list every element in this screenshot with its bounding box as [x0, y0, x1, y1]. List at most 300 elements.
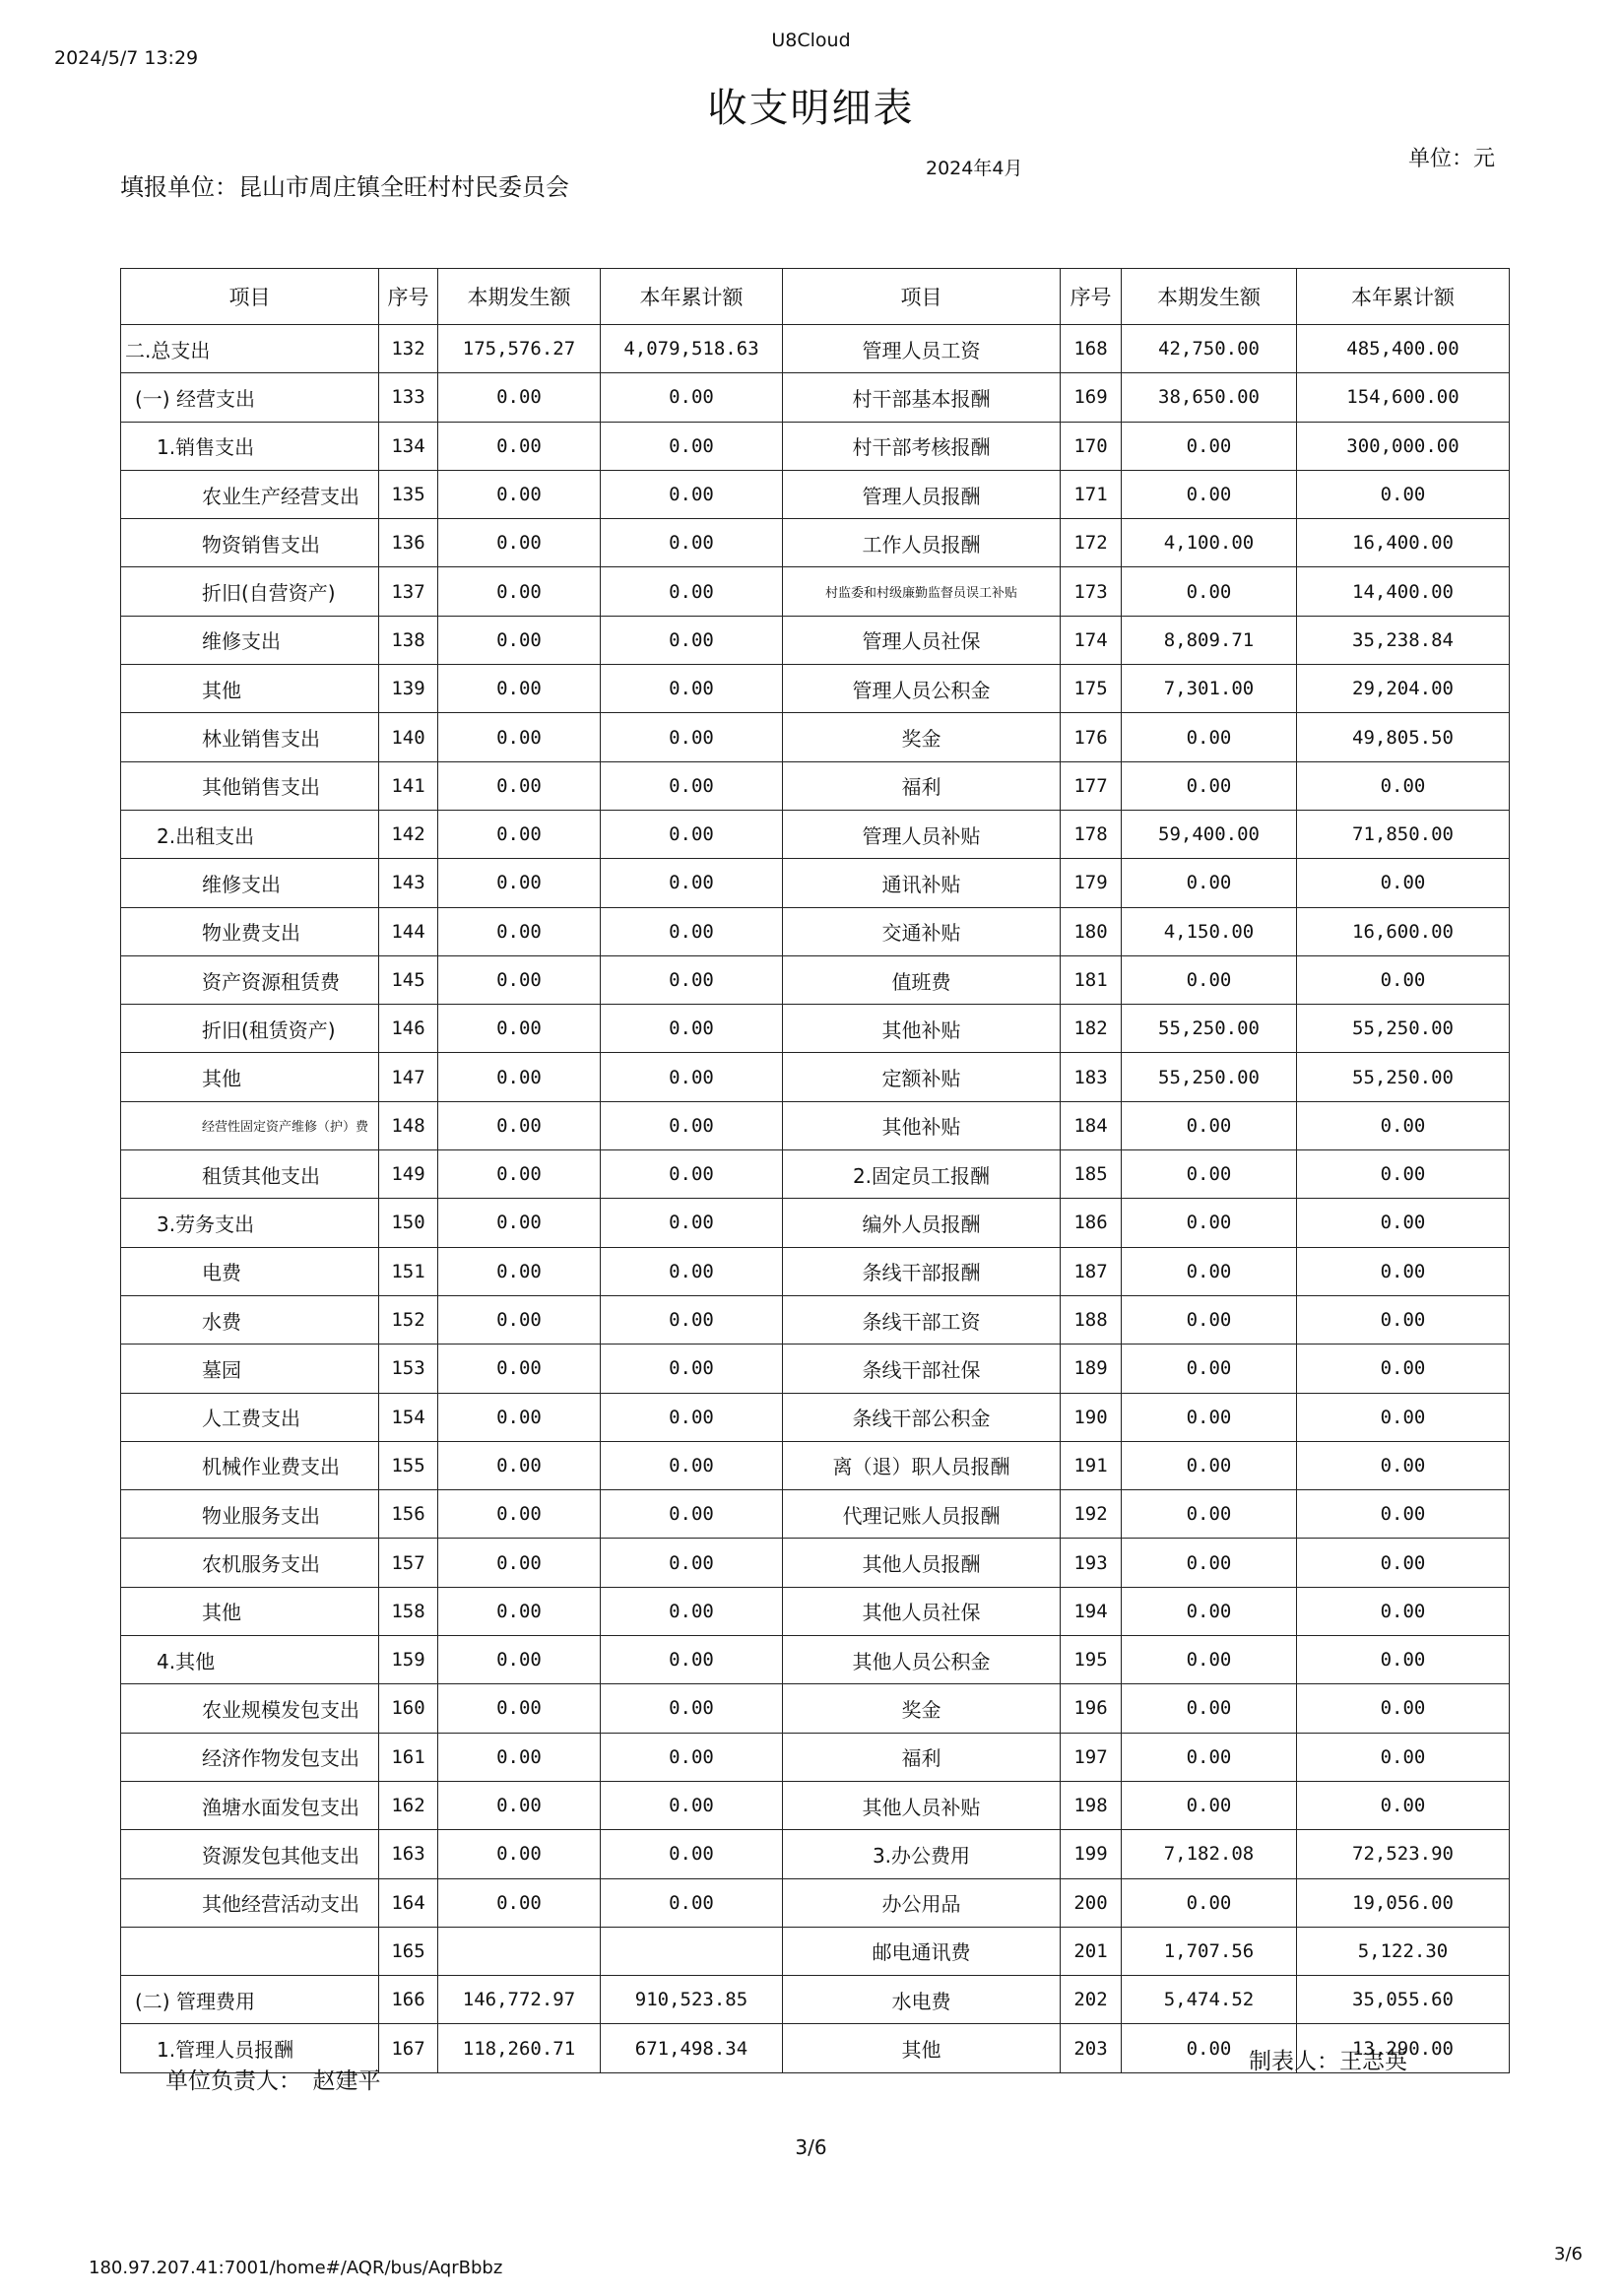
cell-ytd-right: 300,000.00	[1297, 422, 1510, 470]
cell-ytd-left: 0.00	[601, 1733, 783, 1781]
table-row	[121, 1927, 1510, 1975]
cell-item-right: 其他人员社保	[783, 1587, 1061, 1635]
cell-item-right: 通讯补贴	[783, 859, 1061, 907]
table-row	[121, 616, 1510, 664]
cell-seq-left: 136	[379, 519, 438, 567]
cell-ytd-left: 0.00	[601, 907, 783, 955]
cell-current-right: 59,400.00	[1122, 810, 1297, 858]
cell-item-left: 其他	[121, 665, 379, 713]
cell-ytd-left: 0.00	[601, 1684, 783, 1733]
cell-seq-right: 181	[1061, 955, 1122, 1004]
cell-current-left: 0.00	[438, 1005, 601, 1053]
cell-item-right: 奖金	[783, 1684, 1061, 1733]
cell-seq-right: 184	[1061, 1101, 1122, 1149]
table-row	[121, 665, 1510, 713]
cell-seq-right: 169	[1061, 373, 1122, 422]
cell-seq-left: 150	[379, 1199, 438, 1247]
cell-current-left: 0.00	[438, 713, 601, 761]
cell-item-left: 农业生产经营支出	[121, 470, 379, 518]
cell-current-right: 0.00	[1122, 761, 1297, 810]
cell-ytd-right: 485,400.00	[1297, 325, 1510, 373]
cell-ytd-left: 0.00	[601, 422, 783, 470]
table-row	[121, 1150, 1510, 1199]
cell-ytd-right: 0.00	[1297, 955, 1510, 1004]
cell-seq-left: 134	[379, 422, 438, 470]
table-row	[121, 1636, 1510, 1684]
cell-seq-left: 147	[379, 1053, 438, 1101]
cell-seq-left: 144	[379, 907, 438, 955]
table-row	[121, 1199, 1510, 1247]
cell-item-right: 福利	[783, 761, 1061, 810]
cell-ytd-right: 55,250.00	[1297, 1053, 1510, 1101]
cell-item-left: 林业销售支出	[121, 713, 379, 761]
cell-ytd-left: 0.00	[601, 1199, 783, 1247]
cell-current-left: 0.00	[438, 665, 601, 713]
cell-item-right: 奖金	[783, 713, 1061, 761]
cell-item-right: 管理人员工资	[783, 325, 1061, 373]
cell-item-left: 农业规模发包支出	[121, 1684, 379, 1733]
cell-seq-left: 141	[379, 761, 438, 810]
cell-seq-right: 192	[1061, 1490, 1122, 1539]
cell-seq-right: 187	[1061, 1247, 1122, 1295]
cell-ytd-right: 35,055.60	[1297, 1976, 1510, 2024]
cell-current-left: 0.00	[438, 1393, 601, 1441]
table-row	[121, 1005, 1510, 1053]
table-header-row	[121, 269, 1510, 325]
cell-current-right: 38,650.00	[1122, 373, 1297, 422]
cell-item-right: 编外人员报酬	[783, 1199, 1061, 1247]
cell-seq-left: 165	[379, 1927, 438, 1975]
cell-item-left: 其他	[121, 1053, 379, 1101]
cell-ytd-right: 5,122.30	[1297, 1927, 1510, 1975]
reporting-unit: 填报单位：昆山市周庄镇全旺村村民委员会	[120, 173, 569, 201]
cell-item-right: 管理人员公积金	[783, 665, 1061, 713]
cell-item-left: 3.劳务支出	[121, 1199, 379, 1247]
table-row	[121, 373, 1510, 422]
cell-current-right: 0.00	[1122, 1247, 1297, 1295]
cell-item-right: 其他补贴	[783, 1005, 1061, 1053]
table-row	[121, 325, 1510, 373]
cell-current-right: 1,707.56	[1122, 1927, 1297, 1975]
page-number: 3/6	[795, 2135, 827, 2159]
cell-item-left: 经营性固定资产维修（护）费	[121, 1101, 379, 1149]
cell-seq-right: 170	[1061, 422, 1122, 470]
cell-ytd-left: 0.00	[601, 1393, 783, 1441]
cell-current-left: 0.00	[438, 1345, 601, 1393]
cell-ytd-right: 0.00	[1297, 1199, 1510, 1247]
cell-ytd-right: 19,056.00	[1297, 1878, 1510, 1927]
cell-ytd-left: 0.00	[601, 470, 783, 518]
cell-current-right: 0.00	[1122, 713, 1297, 761]
cell-ytd-right: 0.00	[1297, 1684, 1510, 1733]
cell-current-left: 0.00	[438, 373, 601, 422]
cell-ytd-left: 0.00	[601, 1490, 783, 1539]
cell-seq-left: 149	[379, 1150, 438, 1199]
cell-ytd-left: 0.00	[601, 713, 783, 761]
cell-current-right: 0.00	[1122, 2024, 1297, 2072]
cell-item-right: 其他	[783, 2024, 1061, 2072]
cell-ytd-right: 0.00	[1297, 1150, 1510, 1199]
cell-ytd-right: 0.00	[1297, 1587, 1510, 1635]
income-expense-table	[120, 268, 1510, 2073]
cell-ytd-right: 16,600.00	[1297, 907, 1510, 955]
cell-ytd-left: 0.00	[601, 519, 783, 567]
cell-item-right: 条线干部工资	[783, 1295, 1061, 1344]
table-row	[121, 1490, 1510, 1539]
cell-current-left: 0.00	[438, 907, 601, 955]
cell-current-right: 0.00	[1122, 1101, 1297, 1149]
cell-item-left: 其他销售支出	[121, 761, 379, 810]
cell-item-left: 农机服务支出	[121, 1539, 379, 1587]
table-row	[121, 810, 1510, 858]
col-header-ytd: 本年累计额	[601, 269, 783, 325]
cell-item-right: 其他人员补贴	[783, 1781, 1061, 1829]
print-timestamp: 2024/5/7 13:29	[54, 47, 199, 69]
cell-item-left: 渔塘水面发包支出	[121, 1781, 379, 1829]
cell-seq-left: 145	[379, 955, 438, 1004]
cell-seq-left: 142	[379, 810, 438, 858]
cell-item-right: 条线干部社保	[783, 1345, 1061, 1393]
cell-item-right: 3.办公费用	[783, 1830, 1061, 1878]
cell-ytd-left: 671,498.34	[601, 2024, 783, 2072]
cell-seq-left: 153	[379, 1345, 438, 1393]
cell-seq-left: 135	[379, 470, 438, 518]
cell-seq-left: 140	[379, 713, 438, 761]
cell-item-right: 水电费	[783, 1976, 1061, 2024]
cell-current-left: 0.00	[438, 955, 601, 1004]
cell-current-right: 0.00	[1122, 1150, 1297, 1199]
cell-item-right: 管理人员社保	[783, 616, 1061, 664]
cell-ytd-left: 0.00	[601, 1295, 783, 1344]
cell-ytd-right: 0.00	[1297, 1345, 1510, 1393]
cell-item-left: 2.出租支出	[121, 810, 379, 858]
cell-ytd-right: 13,290.00	[1297, 2024, 1510, 2072]
cell-current-right: 0.00	[1122, 1490, 1297, 1539]
table-row	[121, 470, 1510, 518]
cell-item-right: 其他人员报酬	[783, 1539, 1061, 1587]
cell-seq-right: 189	[1061, 1345, 1122, 1393]
col-header-current-right: 本期发生额	[1122, 269, 1297, 325]
unit-responsible: 单位负责人： 赵建平	[165, 2068, 381, 2094]
cell-seq-left: 164	[379, 1878, 438, 1927]
cell-current-left: 0.00	[438, 1830, 601, 1878]
cell-seq-left: 154	[379, 1393, 438, 1441]
cell-seq-left: 151	[379, 1247, 438, 1295]
cell-current-left: 118,260.71	[438, 2024, 601, 2072]
cell-seq-left: 138	[379, 616, 438, 664]
cell-ytd-left: 0.00	[601, 1830, 783, 1878]
cell-item-right: 条线干部公积金	[783, 1393, 1061, 1441]
cell-seq-right: 197	[1061, 1733, 1122, 1781]
cell-ytd-left: 4,079,518.63	[601, 325, 783, 373]
cell-ytd-right: 0.00	[1297, 470, 1510, 518]
table-row	[121, 907, 1510, 955]
cell-ytd-left	[601, 1927, 783, 1975]
cell-seq-right: 201	[1061, 1927, 1122, 1975]
cell-item-left: 资产资源租赁费	[121, 955, 379, 1004]
report-title: 收支明细表	[707, 86, 915, 131]
cell-ytd-right: 0.00	[1297, 859, 1510, 907]
cell-current-left: 175,576.27	[438, 325, 601, 373]
cell-item-left: (一) 经营支出	[121, 373, 379, 422]
cell-seq-left: 156	[379, 1490, 438, 1539]
table-row	[121, 1733, 1510, 1781]
cell-item-left: 1.销售支出	[121, 422, 379, 470]
cell-ytd-right: 0.00	[1297, 1636, 1510, 1684]
cell-seq-right: 190	[1061, 1393, 1122, 1441]
cell-current-left: 0.00	[438, 1539, 601, 1587]
cell-ytd-left: 0.00	[601, 1878, 783, 1927]
cell-current-left: 0.00	[438, 1490, 601, 1539]
currency-unit: 单位：元	[1408, 147, 1496, 171]
cell-ytd-left: 0.00	[601, 810, 783, 858]
cell-seq-right: 178	[1061, 810, 1122, 858]
cell-current-right: 8,809.71	[1122, 616, 1297, 664]
cell-current-right: 0.00	[1122, 1199, 1297, 1247]
cell-seq-right: 199	[1061, 1830, 1122, 1878]
table-row	[121, 1878, 1510, 1927]
cell-item-right: 邮电通讯费	[783, 1927, 1061, 1975]
cell-seq-left: 152	[379, 1295, 438, 1344]
cell-item-right: 2.固定员工报酬	[783, 1150, 1061, 1199]
cell-item-left	[121, 1927, 379, 1975]
table-row	[121, 1976, 1510, 2024]
cell-current-left: 0.00	[438, 1053, 601, 1101]
cell-ytd-right: 71,850.00	[1297, 810, 1510, 858]
cell-item-right: 工作人员报酬	[783, 519, 1061, 567]
cell-ytd-right: 14,400.00	[1297, 567, 1510, 616]
cell-current-right: 7,182.08	[1122, 1830, 1297, 1878]
col-header-ytd-right: 本年累计额	[1297, 269, 1510, 325]
cell-item-left: 资源发包其他支出	[121, 1830, 379, 1878]
cell-seq-left: 167	[379, 2024, 438, 2072]
cell-item-left: 维修支出	[121, 859, 379, 907]
cell-current-right: 0.00	[1122, 422, 1297, 470]
cell-ytd-left: 0.00	[601, 1053, 783, 1101]
table-row	[121, 1345, 1510, 1393]
cell-current-right: 4,150.00	[1122, 907, 1297, 955]
table-row	[121, 567, 1510, 616]
table-row	[121, 1053, 1510, 1101]
cell-seq-right: 203	[1061, 2024, 1122, 2072]
cell-seq-right: 173	[1061, 567, 1122, 616]
table-row	[121, 713, 1510, 761]
cell-seq-left: 133	[379, 373, 438, 422]
cell-ytd-right: 0.00	[1297, 1539, 1510, 1587]
cell-ytd-left: 0.00	[601, 567, 783, 616]
cell-seq-left: 162	[379, 1781, 438, 1829]
cell-seq-left: 137	[379, 567, 438, 616]
cell-ytd-left: 0.00	[601, 1636, 783, 1684]
cell-ytd-right: 72,523.90	[1297, 1830, 1510, 1878]
cell-item-right: 离（退）职人员报酬	[783, 1441, 1061, 1489]
cell-ytd-left: 0.00	[601, 1150, 783, 1199]
cell-item-right: 其他补贴	[783, 1101, 1061, 1149]
cell-item-left: 电费	[121, 1247, 379, 1295]
cell-ytd-left: 0.00	[601, 616, 783, 664]
cell-item-left: 二.总支出	[121, 325, 379, 373]
cell-seq-left: 139	[379, 665, 438, 713]
cell-item-right: 办公用品	[783, 1878, 1061, 1927]
cell-item-right: 管理人员报酬	[783, 470, 1061, 518]
cell-current-right: 0.00	[1122, 1636, 1297, 1684]
table-row	[121, 1539, 1510, 1587]
cell-seq-right: 175	[1061, 665, 1122, 713]
table-row	[121, 1101, 1510, 1149]
cell-current-right: 42,750.00	[1122, 325, 1297, 373]
cell-seq-left: 166	[379, 1976, 438, 2024]
cell-seq-right: 194	[1061, 1587, 1122, 1635]
cell-ytd-left: 0.00	[601, 1587, 783, 1635]
cell-current-left: 0.00	[438, 1199, 601, 1247]
cell-item-left: 折旧(租赁资产)	[121, 1005, 379, 1053]
cell-current-left: 0.00	[438, 470, 601, 518]
cell-current-right: 55,250.00	[1122, 1005, 1297, 1053]
cell-seq-right: 182	[1061, 1005, 1122, 1053]
cell-item-left: (二) 管理费用	[121, 1976, 379, 2024]
cell-item-left: 维修支出	[121, 616, 379, 664]
table-row	[121, 761, 1510, 810]
cell-seq-right: 200	[1061, 1878, 1122, 1927]
cell-current-left: 146,772.97	[438, 1976, 601, 2024]
table-row	[121, 1247, 1510, 1295]
cell-ytd-right: 0.00	[1297, 1247, 1510, 1295]
cell-ytd-left: 0.00	[601, 1247, 783, 1295]
cell-ytd-left: 0.00	[601, 1345, 783, 1393]
col-header-current: 本期发生额	[438, 269, 601, 325]
cell-item-right: 定额补贴	[783, 1053, 1061, 1101]
cell-ytd-right: 0.00	[1297, 1101, 1510, 1149]
table-row	[121, 1830, 1510, 1878]
cell-current-right: 0.00	[1122, 1878, 1297, 1927]
cell-current-right: 55,250.00	[1122, 1053, 1297, 1101]
cell-item-left: 4.其他	[121, 1636, 379, 1684]
cell-current-right: 0.00	[1122, 1295, 1297, 1344]
cell-seq-right: 183	[1061, 1053, 1122, 1101]
cell-item-left: 其他	[121, 1587, 379, 1635]
cell-current-left: 0.00	[438, 519, 601, 567]
page-url: 180.97.207.41:7001/home#/AQR/bus/AqrBbbz	[89, 2258, 503, 2278]
cell-ytd-left: 0.00	[601, 1441, 783, 1489]
cell-seq-right: 179	[1061, 859, 1122, 907]
cell-current-left: 0.00	[438, 1441, 601, 1489]
cell-item-right: 其他人员公积金	[783, 1636, 1061, 1684]
table-row	[121, 1587, 1510, 1635]
cell-ytd-left: 0.00	[601, 1781, 783, 1829]
cell-ytd-right: 49,805.50	[1297, 713, 1510, 761]
cell-item-left: 物业费支出	[121, 907, 379, 955]
cell-item-left: 1.管理人员报酬	[121, 2024, 379, 2072]
cell-current-left	[438, 1927, 601, 1975]
cell-current-right: 0.00	[1122, 1345, 1297, 1393]
cell-current-right: 0.00	[1122, 1393, 1297, 1441]
cell-current-right: 4,100.00	[1122, 519, 1297, 567]
cell-ytd-right: 0.00	[1297, 1781, 1510, 1829]
cell-current-left: 0.00	[438, 1295, 601, 1344]
table-row	[121, 955, 1510, 1004]
table-row	[121, 1781, 1510, 1829]
cell-item-right: 村监委和村级廉勤监督员误工补贴	[783, 567, 1061, 616]
cell-ytd-right: 0.00	[1297, 1441, 1510, 1489]
cell-ytd-left: 0.00	[601, 955, 783, 1004]
cell-current-left: 0.00	[438, 567, 601, 616]
cell-seq-right: 168	[1061, 325, 1122, 373]
cell-ytd-right: 154,600.00	[1297, 373, 1510, 422]
cell-item-left: 折旧(自营资产)	[121, 567, 379, 616]
cell-current-left: 0.00	[438, 1733, 601, 1781]
cell-current-right: 0.00	[1122, 567, 1297, 616]
cell-ytd-left: 0.00	[601, 665, 783, 713]
cell-item-right: 值班费	[783, 955, 1061, 1004]
cell-ytd-left: 0.00	[601, 1539, 783, 1587]
cell-ytd-right: 0.00	[1297, 1393, 1510, 1441]
cell-current-left: 0.00	[438, 422, 601, 470]
cell-seq-right: 198	[1061, 1781, 1122, 1829]
cell-ytd-right: 0.00	[1297, 1733, 1510, 1781]
cell-seq-left: 161	[379, 1733, 438, 1781]
cell-item-right: 管理人员补贴	[783, 810, 1061, 858]
cell-current-left: 0.00	[438, 1684, 601, 1733]
cell-item-left: 租赁其他支出	[121, 1150, 379, 1199]
cell-seq-left: 132	[379, 325, 438, 373]
cell-ytd-left: 0.00	[601, 1101, 783, 1149]
cell-seq-left: 157	[379, 1539, 438, 1587]
cell-seq-right: 174	[1061, 616, 1122, 664]
col-header-seq: 序号	[379, 269, 438, 325]
cell-item-left: 机械作业费支出	[121, 1441, 379, 1489]
cell-current-right: 0.00	[1122, 1539, 1297, 1587]
table-row	[121, 422, 1510, 470]
cell-item-left: 墓园	[121, 1345, 379, 1393]
cell-current-left: 0.00	[438, 1150, 601, 1199]
cell-item-right: 村干部基本报酬	[783, 373, 1061, 422]
cell-seq-left: 146	[379, 1005, 438, 1053]
cell-item-right: 交通补贴	[783, 907, 1061, 955]
page-number-corner: 3/6	[1554, 2244, 1583, 2264]
cell-current-left: 0.00	[438, 1101, 601, 1149]
cell-seq-right: 171	[1061, 470, 1122, 518]
cell-ytd-left: 0.00	[601, 761, 783, 810]
cell-current-left: 0.00	[438, 1781, 601, 1829]
report-period: 2024年4月	[926, 158, 1023, 179]
cell-seq-left: 163	[379, 1830, 438, 1878]
cell-ytd-right: 29,204.00	[1297, 665, 1510, 713]
table-row	[121, 519, 1510, 567]
cell-ytd-right: 16,400.00	[1297, 519, 1510, 567]
cell-item-left: 水费	[121, 1295, 379, 1344]
cell-current-right: 0.00	[1122, 1684, 1297, 1733]
cell-seq-left: 148	[379, 1101, 438, 1149]
cell-ytd-left: 0.00	[601, 859, 783, 907]
cell-current-right: 0.00	[1122, 1441, 1297, 1489]
preparer: 制表人：王志英	[1249, 2049, 1407, 2074]
cell-ytd-right: 0.00	[1297, 1490, 1510, 1539]
cell-item-right: 代理记账人员报酬	[783, 1490, 1061, 1539]
cell-current-left: 0.00	[438, 1636, 601, 1684]
cell-seq-right: 185	[1061, 1150, 1122, 1199]
cell-item-left: 物业服务支出	[121, 1490, 379, 1539]
cell-current-left: 0.00	[438, 761, 601, 810]
cell-seq-right: 172	[1061, 519, 1122, 567]
table-row	[121, 859, 1510, 907]
cell-ytd-right: 0.00	[1297, 761, 1510, 810]
cell-ytd-right: 55,250.00	[1297, 1005, 1510, 1053]
table-row	[121, 1393, 1510, 1441]
cell-item-left: 人工费支出	[121, 1393, 379, 1441]
cell-item-left: 物资销售支出	[121, 519, 379, 567]
cell-ytd-left: 910,523.85	[601, 1976, 783, 2024]
cell-seq-right: 188	[1061, 1295, 1122, 1344]
